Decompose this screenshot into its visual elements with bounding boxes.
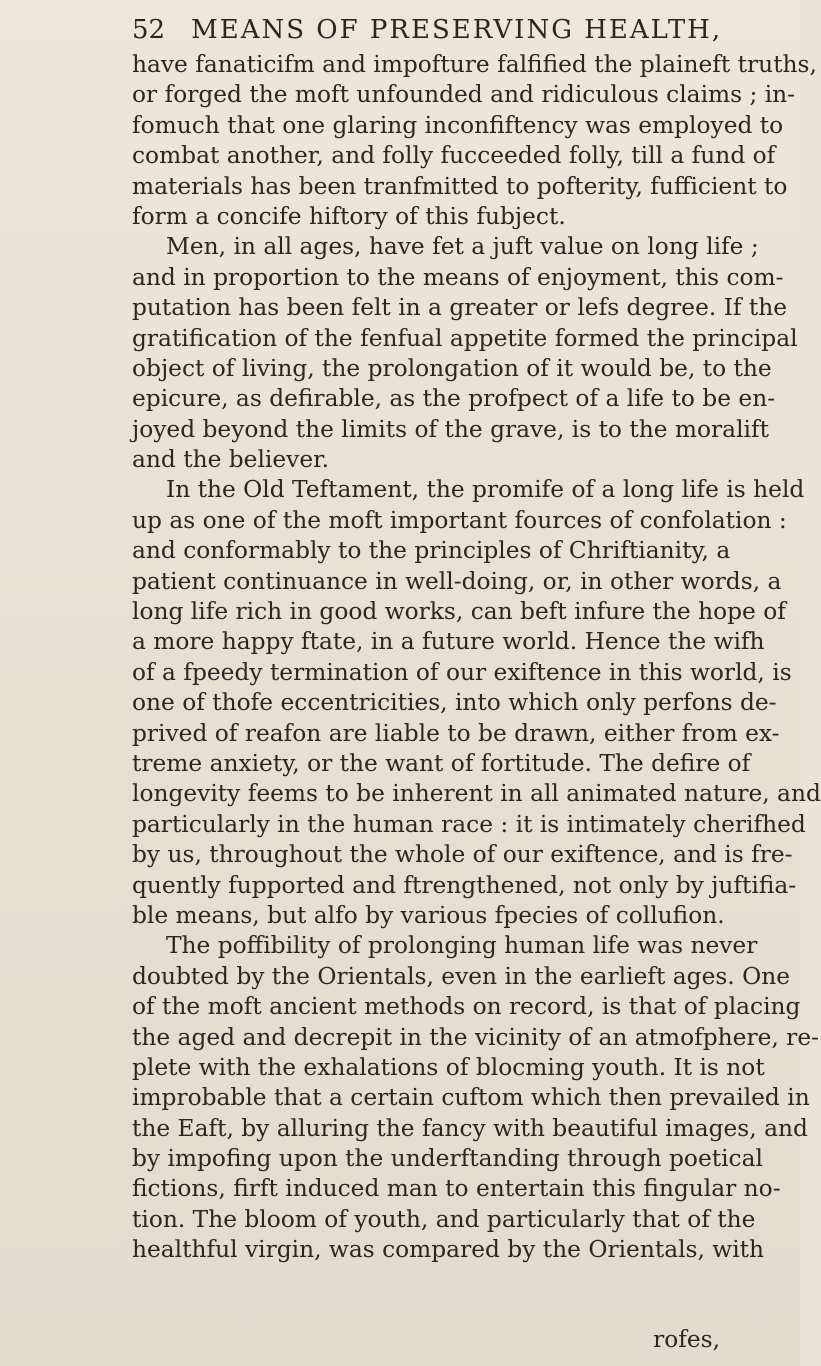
text-line: of a fpeedy termination of our exiftence in this world, is bbox=[132, 658, 792, 686]
text-line: of the moft ancient methods on record, is that of placing bbox=[132, 993, 801, 1021]
text-line: a more happy ftate, in a future world. Hence the wifh bbox=[132, 628, 765, 656]
text-line: have fanaticifm and impofture falfified the plaineft truths, bbox=[132, 51, 817, 78]
text-line: tion. The bloom of youth, and particularly that of the bbox=[132, 1205, 756, 1233]
text-line: treme anxiety, or the want of fortitude. The defire of bbox=[132, 749, 751, 777]
body-text bbox=[132, 50, 821, 1266]
text-line: materials has been tranfmitted to pofterity, fufficient to bbox=[132, 172, 788, 200]
text-line: the aged and decrepit in the vicinity of an atmofphere, re- bbox=[132, 1023, 819, 1051]
text-line: plete with the exhalations of blocming youth. It is not bbox=[132, 1053, 765, 1081]
text-line: and the believer. bbox=[132, 446, 330, 474]
text-line: epicure, as defirable, as the profpect of a life to be en- bbox=[132, 385, 776, 413]
text-line: the Eaft, by alluring the fancy with beautiful images, and bbox=[132, 1114, 808, 1142]
text-line: one of thofe eccentricities, into which only perfons de- bbox=[132, 689, 777, 717]
text-line: combat another, and folly fucceeded folly, till a fund of bbox=[132, 142, 776, 170]
text-line: healthful virgin, was compared by the Orientals, with bbox=[132, 1236, 765, 1264]
text-line: improbable that a certain cuftom which then prevailed in bbox=[132, 1084, 810, 1112]
running-title: MEANS OF PRESERVING HEALTH, bbox=[191, 15, 723, 45]
text-line: form a concife hiftory of this fubject. bbox=[132, 202, 566, 230]
text-line: and in proportion to the means of enjoyment, this com- bbox=[132, 263, 784, 291]
text-line: putation has been felt in a greater or lefs degree. If the bbox=[132, 294, 788, 322]
text-line: The poffibility of prolonging human life was never bbox=[166, 932, 758, 960]
text-line: doubted by the Orientals, even in the earlieft ages. One bbox=[132, 962, 791, 990]
text-line: ble means, but alfo by various fpecies of collufion. bbox=[132, 901, 725, 929]
page-number: 52 bbox=[132, 15, 166, 45]
text-line: quently fupported and ftrengthened, not only by juftifia- bbox=[132, 871, 797, 899]
text-line: up as one of the moft important fources of confolation : bbox=[132, 506, 787, 534]
text-line: joyed beyond the limits of the grave, is to the moralift bbox=[132, 415, 769, 443]
text-line: longevity feems to be inherent in all animated nature, and bbox=[132, 780, 821, 808]
text-line: Men, in all ages, have fet a juft value on long life ; bbox=[166, 233, 759, 261]
text-line: patient continuance in well-doing, or, in other words, a bbox=[132, 567, 782, 595]
text-line: fomuch that one glaring inconfiftency was employed to bbox=[132, 111, 784, 139]
text-line: prived of reafon are liable to be drawn, either from ex- bbox=[132, 719, 780, 747]
text-line: long life rich in good works, can beft infure the hope of bbox=[132, 598, 786, 626]
text-line: particularly in the human race : it is intimately cherifhed bbox=[132, 810, 806, 838]
text-line: fictions, firft induced man to entertain this fingular no- bbox=[132, 1175, 781, 1203]
text-line: or forged the moft unfounded and ridiculous claims ; in- bbox=[132, 81, 796, 109]
text-line: and conformably to the principles of Chriftianity, a bbox=[132, 537, 731, 565]
text-line: gratification of the fenfual appetite formed the principal bbox=[132, 324, 798, 352]
text-line: by impofing upon the underftanding through poetical bbox=[132, 1145, 763, 1173]
catchword: rofes, bbox=[653, 1326, 720, 1353]
text-line: In the Old Teftament, the promife of a long life is held bbox=[166, 476, 805, 504]
page-header bbox=[132, 10, 740, 50]
text-line: object of living, the prolongation of it would be, to the bbox=[132, 354, 772, 382]
text-line: by us, throughout the whole of our exiftence, and is fre- bbox=[132, 841, 793, 869]
